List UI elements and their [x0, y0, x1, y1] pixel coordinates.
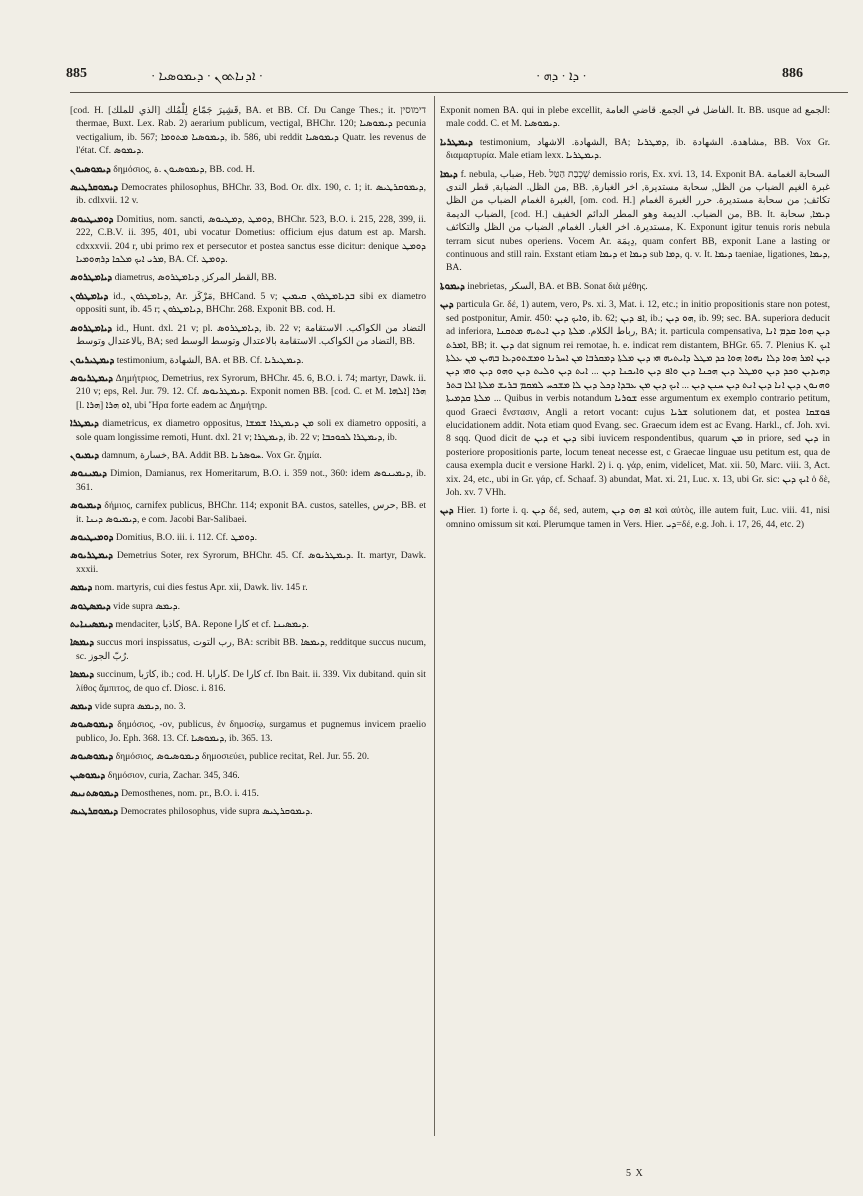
entry-definition: Dimion, Damianus, rex Homeritarum, B.O. i. 359 not., 360: idem ܕܝܡܝܢܘܣ, ib. 361. — [76, 468, 426, 493]
dictionary-entry — [440, 298, 830, 499]
entry-headword: ܕܝܡܘܣܝܘܣ — [70, 751, 114, 763]
entry-definition: Δημήτριος, Demetrius, rex Syrorum, BHChr. 45. 6, B.O. i. 74; martyr, Dawk. ii. 210 v; eps, Rel. Jur. 79. 12. Cf. ܕܝܡܛܪܝܘܣ. Exponit nomen BB. [cod. C. et M. ܐܠܗܐ] ܗܪܐ [l. ܗܪܐ] ܐܘ ܗܪܐ, ubi Ἥρα forte eadem ac Δημήτηρ. — [76, 372, 426, 411]
entry-definition: Demetrius Soter, rex Syrorum, BHChr. 45. Cf. ܕܝܡܛܪܝܘܣ. It. martyr, Dawk. xxxii. — [76, 550, 426, 575]
entry-headword: ܕܝܡܛܪܝܘܣ — [70, 550, 114, 562]
entry-headword: ܕܝܡܘܣܬܢܝܣ — [70, 788, 119, 800]
entry-definition: δημόσιος, ܕܝܡܘܣܝܘܣ δημοσιεύει, publice recitat, Rel. Jur. 55. 20. — [115, 751, 370, 763]
dictionary-entry — [440, 136, 830, 163]
entry-headword: ܕܝܡܣ — [70, 701, 93, 713]
dictionary-entry — [70, 600, 426, 613]
entry-headword: ܕܝܡܘܩܪܛܝܣ — [70, 182, 119, 194]
dictionary-entry — [70, 581, 426, 594]
entry-definition: testimonium, الشهادة, BA. et BB. Cf. ܕܝܡܛܝܪܝܐ. — [116, 354, 304, 366]
entry-definition: Exponit nomen BA. qui in plebe excellit, الفاضل في الجمع. قاضي العامة. It. BB. usque ad الجمع: male codd. C. et M. ܕܝܡܘܣܝܐ. — [440, 105, 830, 130]
entry-headword: ܕܝܢ — [440, 299, 454, 311]
entry-definition: particula Gr. δέ, 1) autem, vero, Ps. xi. 3, Mat. i. 12, etc.; in initio propositionis stare non potest, sed postponitur, Amir. 450: ܘܐܝܟ ܕܝܢ, ib. 62; ܐܦ ܕܝܢ, ib.; ܗܘ ܕܝܢ, ib. 99; sec. BA. superiora deducit ad inferiora, رباط الكلام. ܡܠܬܐ ܕܝܢ ܐܝܬܝܗ ܡܬܩܢܐ, BA; it. particula compensativa, ܕܝܢ ܗܘܐ ܩܕܡ ܐܢܐ ܐܡܪܬ, BB; it. ܕܝܢ dat signum rei remotae, h. e. indicat rem distantem, BHGr. 65. 7. Plenius K. ܐܝܟ ܕܝܢ ܐܡܪ ܗܘܐ ܕܠܐ ܢܗܘܐ ܗܘܐ ܟܕ ܡܛܠ ܕܐܝܬܝܗ ܗܝ ܕܝܢ ܡܠܬܐ ܕܡܩܪܒܐ ܡܢ ܐܚܪܢܐ ܘܡܫܬܘܕܥܐ ܒܗܝܢ ܡܢ ܥܠܬܐ ܕܗܝܕܝܢ ܘܟܕ ܕܝܢ ܘܡܛܠ ܕܝܢ ܗܟܢܐ ܕܝܢ ܘܐܦ ܕܝܢ ܘܐܝܟܢܐ ܕܝܢ ... ܐܝܬ ܕܝܢ ܘܠܝܬ ܕܝܢ ܘܗܘ ܕܝܢ ܘܗܝ ܕܝܢ ܘܗܢܘܢ ܕܝܢ ܐܢܐ ܕܝܢ ܐܢܬ ܕܝܢ ܚܢܢ ܕܝܢ ... ܐܝܟ ܕܝܢ ܡܢ ܥܒܕܐ ܕܟܠ ܕܝܢ ܠܐ ܡܫܟܚ ܠܡܩܡ ܒܪܝܫ ܡܠܬܐ ܐܠܐ ܒܬܪ ܡܠܬܐ ܩܕܡܝܬܐ ... Quibus in verbis notandum ܫܘܪܝܐ esse argumentum ex exemplo contrario petitum, quod Graeci ἔνστασιν, Angli a retort vocant: cujus ܫܪܝܐ solutionem dat, et postea ܦܘܫܩܐ elucidationem addit. Nota etiam quod Evang. sec. Graecum idem est ac Evang. Harkl., cf. Joh. xvi. 8 sqq. Quod dicit de ܕܝܢ et ܕܝܢ sibi iuvicem respondentibus, quarum ܡܢ in priore, sed ܕܝܢ in posteriore propositionis parte, locum teneat necesse est, c Graecae linguae usu petitum est, qua de causa exempla ducit e versione Harkl. 2) i. q. γάρ, enim, videlicet, Mat. xii. 50, Marc. viii. 3, Act. xix. 24, etc., ubi in Gr. γάρ, cf. Schaaf. 3) abundat, Mat. xi. 21, Luc. x. 13, ubi Gr. sic: ܐܝܟ ܕܝܢ ὁ δὲ, Joh. xv. 7 VHh. — [446, 299, 831, 498]
dictionary-entry — [70, 181, 426, 208]
left-running-head: · ܐܕܢܐܬܘܢ · ܕܝܡܘܣܝܐ · — [151, 68, 264, 83]
dictionary-entry — [440, 280, 830, 293]
entry-definition: id., ܕܝܐܡܛܪܘܢ, Ar. مَرْكَز, BHCand. 5 v; ܒܕܝܐܡܛܪܘܢ ܩܝܡܝܢ sibi ex diametro oppositi sunt, ib. 45 r; ܕܝܐܡܛܪܘܢ, BHChr. 268. Exponit BB. cod. H. — [76, 290, 426, 316]
dictionary-entry — [70, 271, 426, 284]
entry-definition: Domitius, nom. sancti, ܕܘܡܛ ,ܕܡܛܝܘܣ, BHChr. 523, B.O. i. 215, 228, 399, ii. 222, C.B.V. ii. 395, 401, ubi vocatur Dometius: officium ejus datum est ap. Marsh. cdxxxvii. 204 r, ubi primo rex et persecutor et postea sanctus esse dicitur: denique ܕܘܡܛ ܡܪܝ ܐܝܟ ܡܠܟܐ ܕܪܗܘܡܝܐ, BA. Cf. ܕܘܡܛ. — [76, 213, 427, 266]
dictionary-entry — [70, 531, 426, 544]
dictionary-entry — [70, 700, 426, 713]
dictionary-entry — [440, 104, 830, 131]
entry-headword: ܕܘܡܝܛܝܘܣ — [70, 213, 114, 225]
dictionary-entry — [70, 636, 426, 663]
entry-definition: testimonium, الشهادة. الاشهاد, BA; ܕܡܛܪܝܐ, ib. مشاهدة. الشهادة, BB. Vox Gr. διαμαρτυρία. Male etiam lexx. ܕܝܡܛܪܝܐ. — [446, 136, 830, 162]
dictionary-entry — [70, 417, 426, 444]
entry-headword: ܕܝܡܣܐ — [70, 669, 95, 681]
entry-definition: succinum, كارَبا, ib.; cod. H. كارابا. De كارا cf. Ibn Bait. ii. 339. Vix dubitand. quin sit λίθος ἄμπιτος, de quo cf. Diosc. i. 816. — [76, 669, 426, 694]
entry-headword: ܕܝܡܣܐ — [70, 637, 95, 649]
entry-definition: δήμιος, carnifex publicus, BHChr. 114; exponit BA. custos, satelles, حرس, BB. et it. ܕܝܡܝܘܣ ܕܝܢܐ, e com. Jacobi Bar-Salibaei. — [76, 500, 426, 525]
right-column — [440, 104, 830, 536]
dictionary-entry — [70, 668, 426, 695]
entry-headword: ܕܝܡܘܣܝܘܣ — [70, 719, 114, 731]
entry-definition: damnum, خسارة, BA. Addit BB. ܚܘܣܪܢܐ. Vox Gr. ζημία. — [101, 449, 322, 461]
entry-definition: δημόσιον, curia, Zachar. 345, 346. — [107, 769, 240, 781]
dictionary-entry — [70, 805, 426, 818]
entry-headword: ܕܝܡܛܝܪܝܘܢ — [70, 354, 115, 366]
dictionary-entry — [70, 787, 426, 800]
dictionary-entry — [70, 549, 426, 576]
dictionary-entry — [70, 104, 426, 158]
entry-definition: Hier. 1) forte i. q. ܕܝܢ δέ, sed, autem, ܐܦ ܗܘ ܕܝܢ καὶ αὐτὸς, ille autem fuit, Luc. viii. 41, nisi omnino omissum sit καί. Plerumque tamen in Vers. Hier. ܕܝ=δέ, e.g. Joh. i. 17, 26, 44, etc. 2) — [446, 505, 830, 530]
entry-headword: ܕܘܡܝܛܝܘܣ — [70, 531, 114, 543]
entry-definition: inebrietas, السكر, BA. et BB. Sonat διὰ μέθης. — [467, 280, 648, 292]
entry-headword: ܕܝܢ — [440, 505, 454, 517]
dictionary-entry — [70, 499, 426, 526]
dictionary-entry — [70, 322, 426, 349]
entry-headword: ܕܝܡܘܩܪܛܝܣ — [70, 806, 119, 818]
entry-definition: vide supra ܕܝܡܣ, no. 3. — [94, 701, 186, 713]
entry-definition: δημόσιος, -ον, publicus, ἐν δημοσίῳ, surgamus et pugnemus invicem praelio publico, Jo. Eph. 368. 13. Cf. ܕܝܡܘܣܝܐ, ib. 365. 13. — [76, 719, 426, 744]
entry-definition: mendaciter, كاذبا, BA. Repone كارا et cf. ܕܝܡܣܝܢܐ. — [115, 619, 309, 630]
dictionary-entry — [70, 449, 426, 462]
dictionary-entry — [70, 750, 426, 763]
entry-headword: ܕܝܡܣܛܘܣ — [70, 600, 111, 612]
entry-headword: ܕܝܐܡܛܪܘܣ — [70, 322, 113, 334]
entry-headword: ܕܝܐܡܛܪܘܣ — [70, 272, 113, 284]
entry-definition: Demosthenes, nom. pr., B.O. i. 415. — [121, 788, 259, 800]
entry-headword: ܕܝܐܡܛܪܘܢ — [70, 290, 109, 302]
entry-definition: Democrates philosophus, BHChr. 33, Bod. Or. dlx. 190, c. 1; it. ܕܝܡܘܩܪܛܝܣ, ib. cdlxvii. 12 v. — [76, 182, 426, 207]
dictionary-entry — [70, 372, 426, 412]
dictionary-entry — [70, 354, 426, 367]
dictionary-entry — [70, 718, 426, 745]
entry-definition: f. nebula, ضباب, Heb. שְׁכְבַת הַטַּל demissio roris, Ex. xvi. 13, 14. Exponit BA. السحابة الغمامة من الظل. الضبابة, قطر الندى, BB. غبرة الغيم الضباب من الظل, سحابة مستديرة, اخر الغبارة, الغبرة الغمام الضباب من الظل, [om. cod. H.] تكاثف; من سحابة مستديرة. حرر الغبرة الغمام الضباب الديمة, [cod. H.] من الضباب. الديمة وهو المطر الدائم الخفيف, BB. It. ܕܝܡܐ, سحابة مستديرة. اخر الغبار. الغمام, الضباب من الظل والتكاثف, K. Exponunt igitur tenuis roris nebula terram sicut nubes operiens. Vocem Ar. دِيمَة, quam confert BB, exponit Lane a lasting or continuous and still rain. Exstant etiam ܕܝܡܐ et ܕܝܡܐ sub ܕܡܐ, q. v. It. ܕܝܡܐ taeniae, ligationes, ܕܝܡܐ, BA. — [446, 168, 831, 274]
page-header — [66, 66, 803, 88]
entry-headword: ܕܝܡܛܪܝܘܣ — [70, 372, 114, 384]
entry-definition: nom. martyris, cui dies festus Apr. xii, Dawk. liv. 145 r. — [94, 582, 308, 594]
entry-definition: diametrus, القطر المركز, ܕܝܐܡܛܪܘܣ, BB. — [114, 272, 277, 284]
entry-headword: ܕܝܡܝܢܘܣ — [70, 468, 107, 480]
entry-headword: ܕܝܡܣ — [70, 582, 93, 594]
dictionary-entry — [440, 504, 830, 531]
right-page-number: 886 — [782, 66, 803, 81]
right-running-head: · ܕܐ · ܕܗ · — [536, 68, 587, 83]
entry-headword: ܕܝܡܣܝܢܐܝܬ — [70, 619, 114, 630]
signature-mark: 5 X — [626, 1168, 644, 1179]
entry-definition: id., Hunt. dxl. 21 v; pl. ܕܝܐܡܛܪܘܣ, ib. 22 v; التضاد من الكواكب. الاستقامة بالاعتدال وتوسط, BA; sed التضاد من الكواكب. الاستقامة بالاعتدال وتوسط الوسط, BB. — [76, 322, 426, 348]
column-divider — [434, 96, 435, 1136]
entry-definition: vide supra ܕܝܡܣ. — [113, 600, 181, 612]
dictionary-entry — [70, 618, 426, 631]
entry-headword: ܕܝܡܘܬܐ — [440, 280, 465, 292]
header-rule — [70, 92, 848, 93]
entry-definition: diametricus, ex diametro oppositus, ܡܢ ܕܝܡܛܪܐ ܫܡܫܐ soli ex diametro oppositi, a sole quam longissime remoti, Hunt. dxl. 21 v; ܕܝܡܛܪܐ, ib. 22 v; ܕܝܡܛܪܐ ܠܟܘܟܒܐ, ib. — [76, 418, 426, 443]
dictionary-entry — [70, 163, 426, 176]
entry-headword: ܕܝܡܘܣܝܘܢ — [70, 163, 111, 175]
dictionary-entry — [70, 290, 426, 317]
entry-headword: ܕܝܡܛܪܝܐ — [440, 136, 473, 148]
entry-headword: ܕܝܡܐ — [440, 168, 458, 180]
dictionary-entry — [70, 769, 426, 782]
entry-headword: ܕܝܡܝܘܣ — [70, 500, 102, 512]
entry-definition: Domitius, B.O. iii. i. 112. Cf. ܕܘܡܛ. — [115, 531, 257, 543]
entry-definition: [cod. H. قَشِيرَ جَمّاع لِلْمُلك [الذي للملك], BA. et BB. Cf. Du Cange Thes.; it. דימוסין thermae, Buxt. Lex. Rab. 2) aerarium publicum, vectigal, BHChr. 120; ܕܝܡܘܣܝܐ pecunia vectigalium, ib. 567; ܕܝܡܘܣܝܐ ܡܬܘܡܐ, ib. 586, ubi reddit ܕܝܡܘܣܝܐ Quatr. les revenus de l'état. Cf. ܕܝܡܘܣ. — [70, 105, 427, 157]
left-column — [70, 104, 426, 824]
dictionary-entry — [70, 467, 426, 494]
entry-headword: ܕܝܡܘܣܝܢ — [70, 769, 106, 781]
entry-definition: δημόσιος, ܕܝܡܘܣܝܘܢ .ة, BB. cod. H. — [113, 163, 255, 175]
dictionary-entry — [70, 213, 426, 267]
entry-definition: Democrates philosophus, vide supra ܕܝܡܘܩܪܛܝܣ. — [120, 806, 313, 818]
entry-definition: succus mori inspissatus, رب التوت, BA: scribit BB. ܕܝܡܣܐ, redditque succus nucum, sc. رُبّ الجوز. — [76, 637, 426, 662]
left-page-number: 885 — [66, 66, 87, 81]
entry-headword: ܕܝܡܝܘܢ — [70, 449, 100, 461]
dictionary-entry — [440, 168, 830, 275]
entry-headword: ܕܝܡܛܪܐ — [70, 418, 99, 430]
